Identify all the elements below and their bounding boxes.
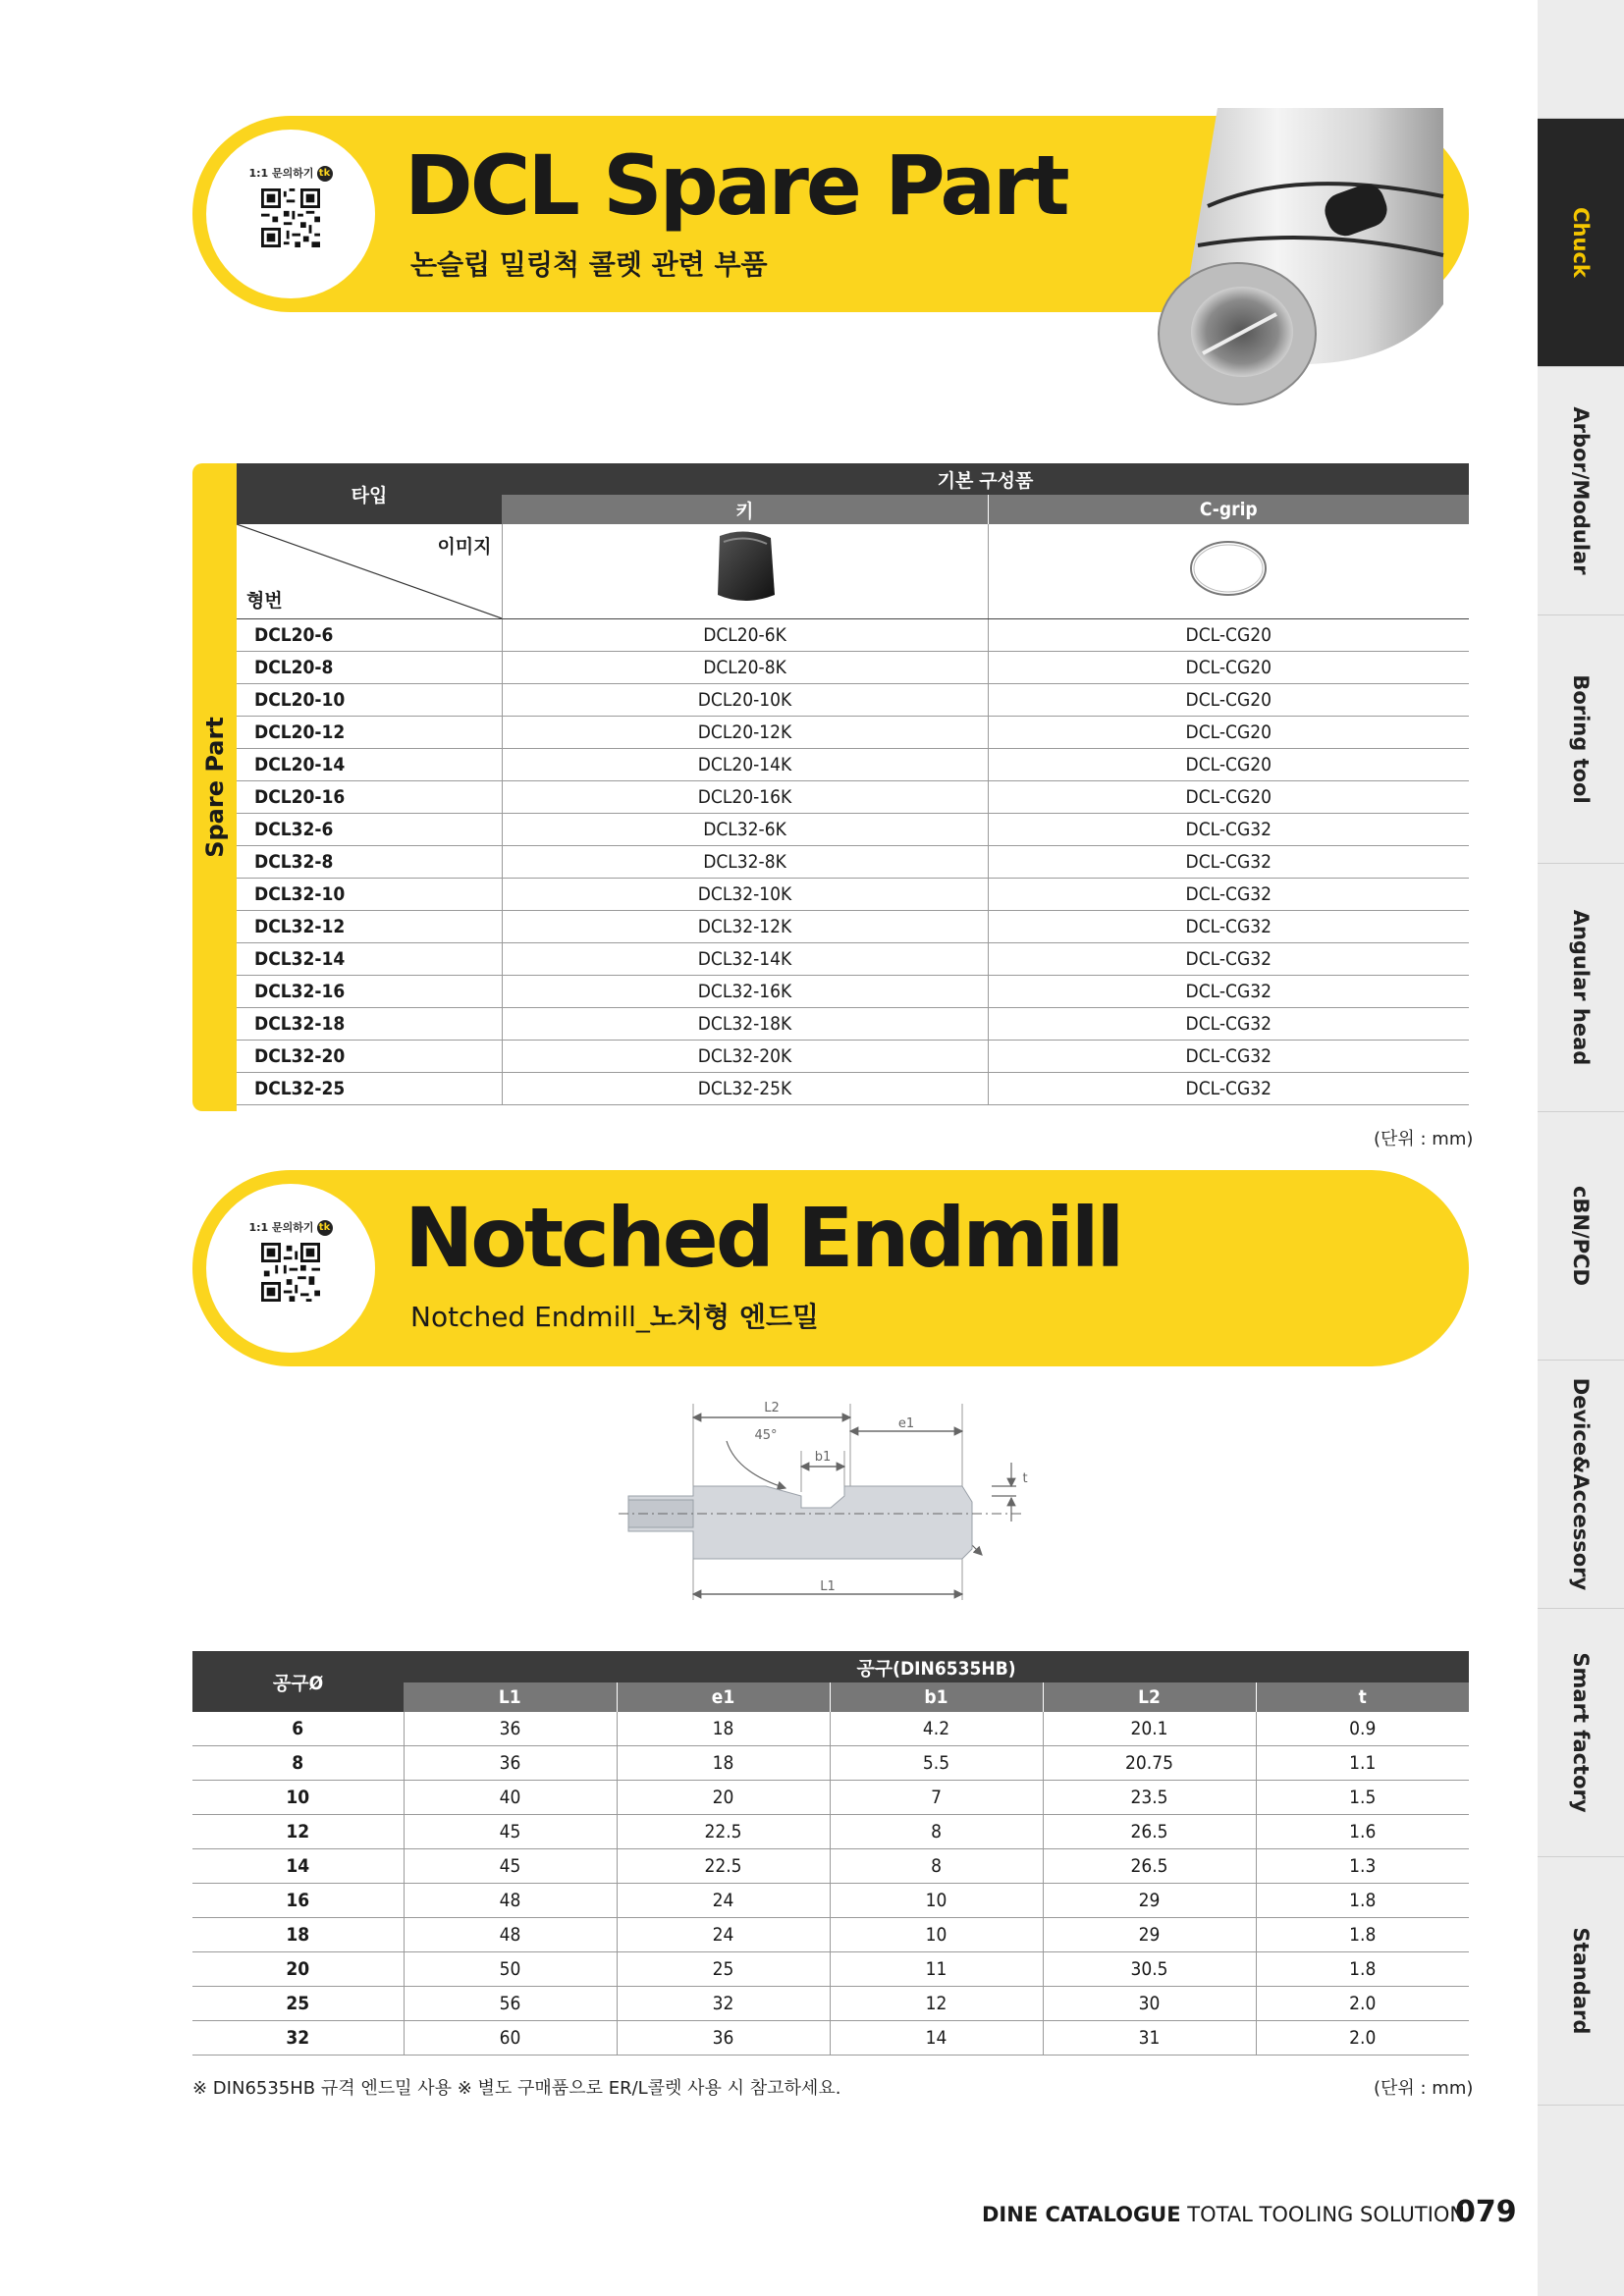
model-cell: DCL20-6 <box>237 618 502 651</box>
collet-product-image <box>1149 108 1483 432</box>
table-row <box>237 910 1469 942</box>
qr-brand-icon: tk <box>317 166 333 182</box>
c-grip-cell: DCL-CG32 <box>988 813 1469 845</box>
key-cell: DCL32-8K <box>502 845 988 878</box>
table-row <box>237 942 1469 975</box>
head-tool-din: 공구(DIN6535HB) <box>404 1651 1469 1682</box>
value-cell: 1.8 <box>1256 1952 1469 1987</box>
c-grip-cell: DCL-CG32 <box>988 1007 1469 1040</box>
table-row <box>237 845 1469 878</box>
value-cell: 2.0 <box>1256 1987 1469 2021</box>
key-cell: DCL20-16K <box>502 780 988 813</box>
qr-badge[interactable] <box>206 130 375 298</box>
dim-L1: L1 <box>820 1579 836 1594</box>
c-grip-cell: DCL-CG32 <box>988 975 1469 1007</box>
diag-image-label: 이미지 <box>437 536 492 558</box>
tool-diameter-cell: 8 <box>192 1746 404 1781</box>
section1-unit: (단위 : mm) <box>1374 1129 1474 1149</box>
tab-device-accessory[interactable]: Device&Accessory <box>1538 1360 1624 1608</box>
key-image-cell <box>502 524 988 618</box>
tab-divider <box>1538 2105 1624 2106</box>
footer-catalogue <box>982 2203 1465 2226</box>
table-row <box>192 1746 1469 1781</box>
key-cell: DCL20-6K <box>502 618 988 651</box>
value-cell: 60 <box>404 2021 617 2056</box>
table-row <box>192 1712 1469 1746</box>
key-cell: DCL32-25K <box>502 1072 988 1104</box>
table-row <box>192 1781 1469 1815</box>
value-cell: 20 <box>617 1781 830 1815</box>
tab-smart-factory[interactable]: Smart factory <box>1538 1608 1624 1856</box>
table-row <box>237 748 1469 780</box>
head-tool-diameter: 공구Ø <box>192 1651 404 1712</box>
model-cell: DCL20-16 <box>237 780 502 813</box>
table-row <box>237 975 1469 1007</box>
head-col-l1: L1 <box>404 1682 617 1712</box>
head-c-grip: C-grip <box>988 495 1469 524</box>
head-col-b1: b1 <box>830 1682 1043 1712</box>
c-grip-part-image <box>1184 534 1272 603</box>
value-cell: 30.5 <box>1043 1952 1256 1987</box>
c-grip-cell: DCL-CG20 <box>988 780 1469 813</box>
value-cell: 10 <box>830 1884 1043 1918</box>
value-cell: 31 <box>1043 2021 1256 2056</box>
model-cell: DCL32-20 <box>237 1040 502 1072</box>
dim-e1: e1 <box>897 1416 915 1431</box>
head-key: 키 <box>502 495 988 524</box>
value-cell: 1.3 <box>1256 1849 1469 1884</box>
head-col-e1: e1 <box>617 1682 830 1712</box>
key-cell: DCL32-6K <box>502 813 988 845</box>
section2-subtitle-bold: 노치형 엔드밀 <box>649 1301 819 1333</box>
key-cell: DCL20-14K <box>502 748 988 780</box>
value-cell: 25 <box>617 1952 830 1987</box>
value-cell: 22.5 <box>617 1815 830 1849</box>
model-cell: DCL32-8 <box>237 845 502 878</box>
c-grip-cell: DCL-CG32 <box>988 878 1469 910</box>
value-cell: 26.5 <box>1043 1815 1256 1849</box>
key-cell: DCL32-16K <box>502 975 988 1007</box>
key-cell: DCL32-12K <box>502 910 988 942</box>
table-row <box>237 780 1469 813</box>
value-cell: 8 <box>830 1849 1043 1884</box>
tab-standard[interactable]: Standard <box>1538 1856 1624 2105</box>
tab-boring-tool[interactable]: Boring tool <box>1538 614 1624 863</box>
model-cell: DCL20-14 <box>237 748 502 780</box>
tool-diameter-cell: 14 <box>192 1849 404 1884</box>
model-cell: DCL20-10 <box>237 683 502 716</box>
value-cell: 18 <box>617 1746 830 1781</box>
c-grip-cell: DCL-CG32 <box>988 942 1469 975</box>
c-grip-cell: DCL-CG20 <box>988 651 1469 683</box>
spare-part-table <box>237 463 1469 1105</box>
qr-brand-icon-2: tk <box>317 1220 333 1236</box>
tool-diameter-cell: 20 <box>192 1952 404 1987</box>
section1-subtitle: 논슬립 밀링척 콜렛 관련 부품 <box>410 248 768 281</box>
value-cell: 50 <box>404 1952 617 1987</box>
tool-diameter-cell: 10 <box>192 1781 404 1815</box>
model-cell: DCL20-8 <box>237 651 502 683</box>
value-cell: 32 <box>617 1987 830 2021</box>
value-cell: 1.1 <box>1256 1746 1469 1781</box>
c-grip-image-cell <box>988 524 1469 618</box>
value-cell: 22.5 <box>617 1849 830 1884</box>
c-grip-cell: DCL-CG32 <box>988 1040 1469 1072</box>
value-cell: 29 <box>1043 1884 1256 1918</box>
value-cell: 0.9 <box>1256 1712 1469 1746</box>
value-cell: 10 <box>830 1918 1043 1952</box>
model-cell: DCL32-16 <box>237 975 502 1007</box>
table-row <box>237 1040 1469 1072</box>
notched-endmill-table <box>192 1651 1469 2056</box>
model-cell: DCL32-12 <box>237 910 502 942</box>
c-grip-cell: DCL-CG20 <box>988 683 1469 716</box>
qr-badge-2[interactable] <box>206 1184 375 1353</box>
value-cell: 45 <box>404 1849 617 1884</box>
key-cell: DCL32-10K <box>502 878 988 910</box>
section2-note: ※ DIN6535HB 규격 엔드밀 사용 ※ 별도 구매품으로 ER/L콜렛 사용 시 참고하세요. <box>192 2078 841 2099</box>
key-cell: DCL32-20K <box>502 1040 988 1072</box>
value-cell: 1.5 <box>1256 1781 1469 1815</box>
section2-subtitle-plain: Notched Endmill_ <box>410 1301 650 1333</box>
value-cell: 56 <box>404 1987 617 2021</box>
value-cell: 20.75 <box>1043 1746 1256 1781</box>
value-cell: 14 <box>830 2021 1043 2056</box>
side-navigation <box>1538 0 1624 2296</box>
qr-code-icon <box>261 188 320 247</box>
tool-diameter-cell: 25 <box>192 1987 404 2021</box>
model-cell: DCL32-18 <box>237 1007 502 1040</box>
dim-angle: 45° <box>754 1428 778 1443</box>
qr-label-2: 1:1 문의하기 <box>248 1221 314 1234</box>
table-row <box>192 1987 1469 2021</box>
qr-label: 1:1 문의하기 <box>248 167 314 180</box>
table-row <box>237 1072 1469 1104</box>
tab-arbor-modular[interactable]: Arbor/Modular <box>1538 366 1624 614</box>
table-row <box>192 1952 1469 1987</box>
key-cell: DCL20-8K <box>502 651 988 683</box>
value-cell: 36 <box>617 2021 830 2056</box>
value-cell: 36 <box>404 1746 617 1781</box>
table-row <box>237 813 1469 845</box>
tool-diameter-cell: 12 <box>192 1815 404 1849</box>
tool-diameter-cell: 32 <box>192 2021 404 2056</box>
c-grip-cell: DCL-CG20 <box>988 748 1469 780</box>
model-cell: DCL32-25 <box>237 1072 502 1104</box>
diagonal-header-cell <box>237 524 502 618</box>
table-row <box>237 683 1469 716</box>
notched-endmill-diagram <box>619 1394 1041 1610</box>
c-grip-cell: DCL-CG32 <box>988 1072 1469 1104</box>
table-row <box>237 651 1469 683</box>
table-row <box>192 1815 1469 1849</box>
section1-title: DCL Spare Part <box>405 137 1067 234</box>
footer-brand: DINE CATALOGUE <box>982 2203 1181 2226</box>
spare-part-side-label: Spare Part <box>192 463 237 1111</box>
tab-chuck[interactable]: Chuck <box>1538 118 1624 366</box>
model-cell: DCL32-14 <box>237 942 502 975</box>
value-cell: 4.2 <box>830 1712 1043 1746</box>
tool-diameter-cell: 16 <box>192 1884 404 1918</box>
qr-code-icon-2 <box>261 1243 320 1302</box>
key-cell: DCL32-14K <box>502 942 988 975</box>
value-cell: 1.6 <box>1256 1815 1469 1849</box>
value-cell: 11 <box>830 1952 1043 1987</box>
footer-tagline: TOTAL TOOLING SOLUTION <box>1187 2203 1466 2226</box>
key-cell: DCL20-12K <box>502 716 988 748</box>
table-row <box>192 1884 1469 1918</box>
tool-diameter-cell: 18 <box>192 1918 404 1952</box>
page-number: 079 <box>1455 2195 1517 2229</box>
value-cell: 20.1 <box>1043 1712 1256 1746</box>
table-row <box>192 1849 1469 1884</box>
table-row <box>192 2021 1469 2056</box>
model-cell: DCL32-10 <box>237 878 502 910</box>
section2-subtitle <box>410 1296 819 1335</box>
value-cell: 48 <box>404 1918 617 1952</box>
table-row <box>237 618 1469 651</box>
head-type: 타입 <box>237 463 502 524</box>
tool-diameter-cell: 6 <box>192 1712 404 1746</box>
value-cell: 2.0 <box>1256 2021 1469 2056</box>
key-cell: DCL32-18K <box>502 1007 988 1040</box>
value-cell: 36 <box>404 1712 617 1746</box>
head-col-t: t <box>1256 1682 1469 1712</box>
model-cell: DCL32-6 <box>237 813 502 845</box>
value-cell: 30 <box>1043 1987 1256 2021</box>
value-cell: 40 <box>404 1781 617 1815</box>
value-cell: 29 <box>1043 1918 1256 1952</box>
table-row <box>192 1918 1469 1952</box>
dim-t: t <box>1022 1471 1028 1486</box>
value-cell: 48 <box>404 1884 617 1918</box>
key-cell: DCL20-10K <box>502 683 988 716</box>
value-cell: 1.8 <box>1256 1918 1469 1952</box>
model-cell: DCL20-12 <box>237 716 502 748</box>
tab-angular-head[interactable]: Angular head <box>1538 863 1624 1111</box>
value-cell: 18 <box>617 1712 830 1746</box>
table-row <box>237 716 1469 748</box>
head-basic-components: 기본 구성품 <box>502 463 1469 495</box>
c-grip-cell: DCL-CG32 <box>988 845 1469 878</box>
value-cell: 8 <box>830 1815 1043 1849</box>
table-row <box>237 1007 1469 1040</box>
tab-cbn-pcd[interactable]: cBN/PCD <box>1538 1111 1624 1360</box>
dim-b1: b1 <box>814 1450 832 1465</box>
value-cell: 7 <box>830 1781 1043 1815</box>
key-part-image <box>710 526 781 611</box>
value-cell: 23.5 <box>1043 1781 1256 1815</box>
value-cell: 12 <box>830 1987 1043 2021</box>
value-cell: 24 <box>617 1884 830 1918</box>
value-cell: 1.8 <box>1256 1884 1469 1918</box>
section2-unit: (단위 : mm) <box>1374 2078 1474 2099</box>
c-grip-cell: DCL-CG20 <box>988 618 1469 651</box>
value-cell: 24 <box>617 1918 830 1952</box>
section2-title: Notched Endmill <box>405 1190 1122 1286</box>
head-col-l2: L2 <box>1043 1682 1256 1712</box>
value-cell: 5.5 <box>830 1746 1043 1781</box>
value-cell: 45 <box>404 1815 617 1849</box>
value-cell: 26.5 <box>1043 1849 1256 1884</box>
c-grip-cell: DCL-CG32 <box>988 910 1469 942</box>
dim-L2: L2 <box>764 1401 780 1415</box>
c-grip-cell: DCL-CG20 <box>988 716 1469 748</box>
table-row <box>237 878 1469 910</box>
diag-model-label: 형번 <box>246 589 283 612</box>
